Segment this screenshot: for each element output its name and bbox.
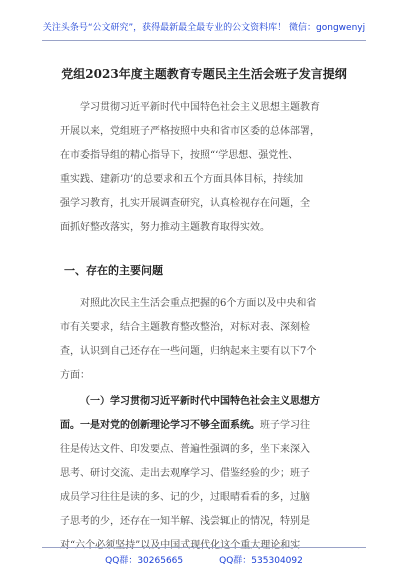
subsection1-heading-line: （一）学习贯彻习近平新时代中国特色社会主义思想方 (80, 396, 320, 407)
footer-divider (42, 547, 366, 548)
header-divider (42, 40, 366, 41)
subsection1-line (60, 414, 350, 438)
intro-line: 重实践、建新功’的总要求和五个方面具体目标，持续加 (60, 174, 304, 185)
intro-line: 面抓好整改落实，努力推动主题教育取得实效。 (60, 222, 270, 233)
document-title: 党组2023年度主题教育专题民主生活会班子发言提纲 (61, 67, 347, 81)
footer (0, 555, 408, 567)
subsection1-line: 对“六个必须坚持”以及中国式现代化这个重大理论和实 (60, 540, 301, 551)
header-banner: 关注头条号“公文研究”，获得最新最全最专业的公文资料库！ 微信：gongwenyj (42, 23, 366, 33)
subsection1-text: 班子学习往 (260, 420, 310, 431)
subsection1-line: 思考、研讨交流、走出去观摩学习、借鉴经验的少；班子 (60, 468, 310, 479)
intro-line: 强学习教育，扎实开展调查研究，认真检视存在问题，全 (60, 198, 310, 209)
section1-line: 对照此次民主生活会重点把握的6个方面以及中央和省 (80, 298, 317, 309)
footer-qq-group-1: QQ群：30265665 (105, 556, 184, 566)
subsection1-line: 子思考的少，还存在一知半解、浅尝辄止的情况，特别是 (60, 516, 310, 527)
subsection1-line: 成员学习往往是读的多、记的少，过眼晴看看的多，过脑 (60, 492, 310, 503)
subsection1-heading-tail: 面。一是对党的创新理论学习不够全面系统。 (60, 420, 260, 431)
subsection1-line: 往是传达文件、印发要点、普遍性强调的多，坐下来深入 (60, 444, 310, 455)
intro-line: 学习贯彻习近平新时代中国特色社会主义思想主题教育 (80, 102, 320, 113)
section1-line: 查，认识到自己还存在一些问题，归纳起来主要有以下7个 (60, 346, 317, 357)
section1-line: 方面： (60, 370, 90, 381)
intro-line: 在市委指导组的精心指导下，按照“‘学思想、强党性、 (60, 150, 299, 161)
section-heading: 一、存在的主要问题 (64, 264, 163, 277)
subsection1-paragraph (60, 390, 350, 558)
intro-line: 开展以来，党组班子严格按照中央和省市区委的总体部署， (60, 126, 320, 137)
footer-qq-group-2: QQ群：535304092 (219, 556, 303, 566)
section1-paragraph (60, 292, 350, 388)
section1-line: 市有关要求，结合主题教育整改整治，对标对表、深刻检 (60, 322, 310, 333)
intro-paragraph (60, 96, 350, 240)
